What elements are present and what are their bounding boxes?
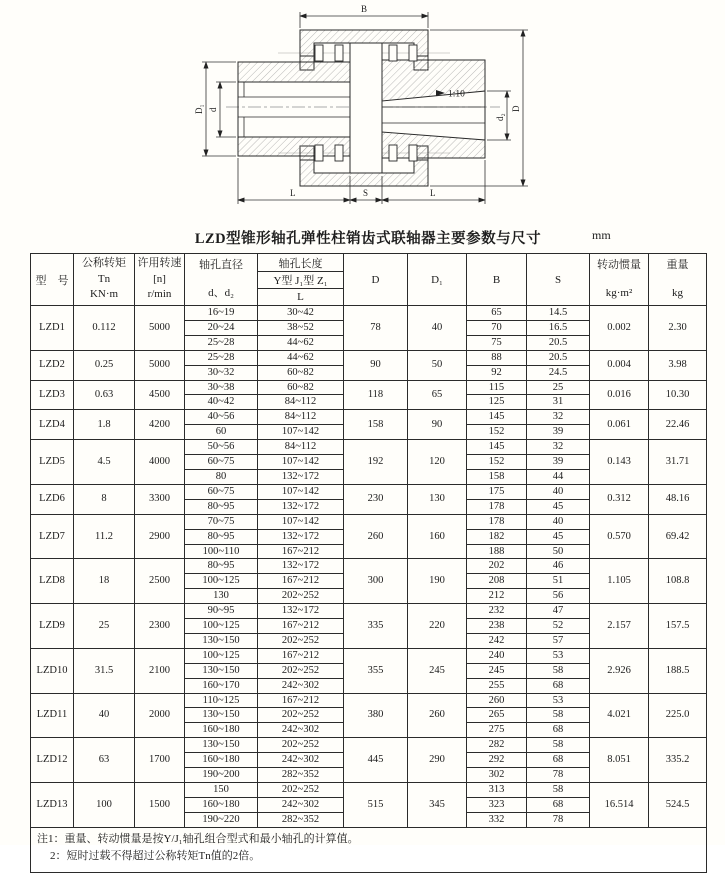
dim-label-dd: D — [511, 105, 521, 112]
bore-len-cell: 167~212 — [258, 619, 344, 634]
speed-cell: 2500 — [135, 559, 185, 604]
dim-label-b: B — [361, 4, 368, 14]
weight-cell: 225.0 — [649, 693, 707, 738]
S-cell: 58 — [527, 738, 590, 753]
D1-cell: 160 — [408, 514, 467, 559]
bore-len-cell: 167~212 — [258, 574, 344, 589]
bore-dia-cell: 50~56 — [185, 440, 258, 455]
col-header-torque — [74, 254, 135, 306]
weight-cell: 157.5 — [649, 604, 707, 649]
model-cell: LZD9 — [31, 604, 74, 649]
dim-dd — [430, 30, 528, 186]
D-cell: 300 — [344, 559, 408, 604]
bore-dia-cell: 100~125 — [185, 648, 258, 663]
B-cell: 145 — [467, 410, 527, 425]
D-cell: 335 — [344, 604, 408, 649]
bore-dia-cell: 80 — [185, 469, 258, 484]
B-cell: 265 — [467, 708, 527, 723]
weight-cell: 108.8 — [649, 559, 707, 604]
S-cell: 53 — [527, 648, 590, 663]
inertia-cell: 16.514 — [590, 783, 649, 828]
bore-dia-cell: 130 — [185, 589, 258, 604]
bore-dia-cell: 80~95 — [185, 529, 258, 544]
weight-cell: 3.98 — [649, 350, 707, 380]
D-cell: 260 — [344, 514, 408, 559]
bore-dia-cell: 70~75 — [185, 514, 258, 529]
torque-cell: 0.63 — [74, 380, 135, 410]
spec-table-head — [31, 254, 707, 306]
D1-cell: 290 — [408, 738, 467, 783]
inertia-cell: 0.061 — [590, 410, 649, 440]
S-cell: 20.5 — [527, 335, 590, 350]
bore-len-cell: 132~172 — [258, 469, 344, 484]
bore-dia-cell: 100~125 — [185, 619, 258, 634]
B-cell: 182 — [467, 529, 527, 544]
D-cell: 118 — [344, 380, 408, 410]
B-cell: 152 — [467, 425, 527, 440]
bore-dia-cell: 25~28 — [185, 350, 258, 365]
col-header-inertia — [590, 254, 649, 306]
D1-cell: 220 — [408, 604, 467, 649]
torque-cell: 1.8 — [74, 410, 135, 440]
inertia-cell: 8.051 — [590, 738, 649, 783]
title-row — [30, 227, 706, 248]
bore-dia-cell: 190~200 — [185, 768, 258, 783]
table-row — [31, 440, 707, 455]
col-header-speed — [135, 254, 185, 306]
torque-cell: 25 — [74, 604, 135, 649]
inertia-cell: 1.105 — [590, 559, 649, 604]
bore-len-cell: 202~252 — [258, 783, 344, 798]
D1-cell: 120 — [408, 440, 467, 485]
bore-dia-cell: 160~180 — [185, 723, 258, 738]
torque-cell: 4.5 — [74, 440, 135, 485]
S-cell: 68 — [527, 723, 590, 738]
D1-cell: 65 — [408, 380, 467, 410]
bore-len-cell: 132~172 — [258, 529, 344, 544]
bore-len-cell: 44~62 — [258, 335, 344, 350]
bore-dia-symbol: d、d₂ — [208, 287, 234, 299]
table-row — [31, 559, 707, 574]
D1-cell: 130 — [408, 484, 467, 514]
inertia-cell: 0.002 — [590, 306, 649, 351]
table-row — [31, 604, 707, 619]
dim-d2 — [487, 91, 511, 140]
note-line-1: 注1：重量、转动惯量是按Y/J₁轴孔组合型式和最小轴孔的计算值。 — [37, 832, 359, 845]
B-cell: 70 — [467, 320, 527, 335]
B-cell: 152 — [467, 455, 527, 470]
bore-dia-cell: 130~150 — [185, 633, 258, 648]
B-cell: 255 — [467, 678, 527, 693]
model-cell: LZD3 — [31, 380, 74, 410]
B-cell: 302 — [467, 768, 527, 783]
spec-table-foot — [31, 827, 707, 872]
S-cell: 51 — [527, 574, 590, 589]
bore-dia-cell: 160~170 — [185, 678, 258, 693]
S-cell: 58 — [527, 783, 590, 798]
D1-cell: 40 — [408, 306, 467, 351]
torque-symbol: Tn — [97, 272, 111, 285]
bore-dia-cell: 60~75 — [185, 455, 258, 470]
speed-cell: 1700 — [135, 738, 185, 783]
bore-len-cell: 84~112 — [258, 395, 344, 410]
B-cell: 88 — [467, 350, 527, 365]
bore-dia-cell: 25~28 — [185, 335, 258, 350]
S-cell: 68 — [527, 678, 590, 693]
speed-cell: 4500 — [135, 380, 185, 410]
S-cell: 78 — [527, 812, 590, 827]
B-cell: 232 — [467, 604, 527, 619]
coupling-section-drawing — [178, 0, 568, 220]
B-cell: 115 — [467, 380, 527, 395]
B-cell: 245 — [467, 663, 527, 678]
B-cell: 242 — [467, 633, 527, 648]
col-header-bore-len-types: Y型 J₁型 Z₁ — [258, 272, 344, 289]
speed-cell: 2300 — [135, 604, 185, 649]
bore-len-cell: 242~302 — [258, 723, 344, 738]
table-row — [31, 648, 707, 663]
S-cell: 39 — [527, 455, 590, 470]
speed-cell: 4000 — [135, 440, 185, 485]
center-spacer — [350, 43, 382, 173]
model-cell: LZD1 — [31, 306, 74, 351]
inertia-name: 转动惯量 — [597, 258, 641, 271]
speed-unit: r/min — [147, 288, 172, 301]
bore-len-cell: 38~52 — [258, 320, 344, 335]
bore-len-cell: 132~172 — [258, 499, 344, 514]
inertia-cell: 0.570 — [590, 514, 649, 559]
col-header-bore-len: 轴孔长度 — [258, 254, 344, 272]
col-header-bore-dia — [185, 254, 258, 306]
table-row — [31, 693, 707, 708]
col-header-D: D — [344, 254, 408, 306]
S-cell: 20.5 — [527, 350, 590, 365]
dim-label-d: d — [208, 107, 218, 112]
bore-dia-cell: 60~75 — [185, 484, 258, 499]
D-cell: 230 — [344, 484, 408, 514]
speed-cell: 1500 — [135, 783, 185, 828]
bore-dia-cell: 130~150 — [185, 738, 258, 753]
bore-dia-cell: 160~180 — [185, 753, 258, 768]
inertia-cell: 2.157 — [590, 604, 649, 649]
bore-len-cell: 132~172 — [258, 559, 344, 574]
bore-dia-cell: 190~220 — [185, 812, 258, 827]
D-cell: 515 — [344, 783, 408, 828]
B-cell: 240 — [467, 648, 527, 663]
speed-cell: 2100 — [135, 648, 185, 693]
bore-dia-cell: 130~150 — [185, 663, 258, 678]
S-cell: 68 — [527, 797, 590, 812]
bore-len-cell: 167~212 — [258, 648, 344, 663]
B-cell: 275 — [467, 723, 527, 738]
col-header-bore-len-L: L — [258, 289, 344, 306]
dim-label-l-left: L — [290, 188, 296, 198]
weight-cell: 188.5 — [649, 648, 707, 693]
bore-dia-cell: 40~56 — [185, 410, 258, 425]
model-cell: LZD13 — [31, 783, 74, 828]
bore-len-cell: 242~302 — [258, 753, 344, 768]
model-cell: LZD12 — [31, 738, 74, 783]
S-cell: 24.5 — [527, 365, 590, 380]
bore-len-cell: 107~142 — [258, 514, 344, 529]
speed-symbol: [n] — [153, 272, 166, 285]
S-cell: 31 — [527, 395, 590, 410]
S-cell: 68 — [527, 753, 590, 768]
B-cell: 202 — [467, 559, 527, 574]
bore-len-cell: 30~42 — [258, 306, 344, 321]
bore-len-cell: 202~252 — [258, 633, 344, 648]
D-cell: 192 — [344, 440, 408, 485]
B-cell: 175 — [467, 484, 527, 499]
D-cell: 158 — [344, 410, 408, 440]
inertia-unit: kg·m² — [605, 287, 633, 299]
bore-dia-cell: 40~42 — [185, 395, 258, 410]
bore-len-cell: 44~62 — [258, 350, 344, 365]
speed-cell: 3300 — [135, 484, 185, 514]
bore-dia-cell: 150 — [185, 783, 258, 798]
speed-cell: 2900 — [135, 514, 185, 559]
model-cell: LZD2 — [31, 350, 74, 380]
B-cell: 145 — [467, 440, 527, 455]
speed-cell: 2000 — [135, 693, 185, 738]
bore-dia-cell: 30~38 — [185, 380, 258, 395]
B-cell: 178 — [467, 514, 527, 529]
bore-len-cell: 60~82 — [258, 365, 344, 380]
torque-name: 公称转矩 — [82, 257, 126, 270]
S-cell: 44 — [527, 469, 590, 484]
weight-cell: 69.42 — [649, 514, 707, 559]
torque-cell: 18 — [74, 559, 135, 604]
S-cell: 16.5 — [527, 320, 590, 335]
bore-len-cell: 60~82 — [258, 380, 344, 395]
S-cell: 56 — [527, 589, 590, 604]
weight-cell: 335.2 — [649, 738, 707, 783]
bore-len-cell: 242~302 — [258, 678, 344, 693]
torque-cell: 63 — [74, 738, 135, 783]
S-cell: 25 — [527, 380, 590, 395]
torque-cell: 31.5 — [74, 648, 135, 693]
table-notes — [31, 827, 707, 872]
bore-len-cell: 202~252 — [258, 663, 344, 678]
right-hub — [382, 60, 485, 158]
table-row — [31, 350, 707, 365]
S-cell: 45 — [527, 529, 590, 544]
inertia-cell: 4.021 — [590, 693, 649, 738]
B-cell: 332 — [467, 812, 527, 827]
bore-len-cell: 107~142 — [258, 425, 344, 440]
S-cell: 14.5 — [527, 306, 590, 321]
col-header-weight — [649, 254, 707, 306]
torque-cell: 11.2 — [74, 514, 135, 559]
model-cell: LZD10 — [31, 648, 74, 693]
B-cell: 208 — [467, 574, 527, 589]
weight-cell: 48.16 — [649, 484, 707, 514]
bore-len-cell: 202~252 — [258, 738, 344, 753]
D-cell: 445 — [344, 738, 408, 783]
inertia-cell: 0.004 — [590, 350, 649, 380]
S-cell: 40 — [527, 514, 590, 529]
bore-len-cell: 167~212 — [258, 544, 344, 559]
dim-label-l-right: L — [430, 188, 436, 198]
table-row — [31, 306, 707, 321]
bore-dia-cell: 110~125 — [185, 693, 258, 708]
B-cell: 92 — [467, 365, 527, 380]
bore-dia-cell: 60 — [185, 425, 258, 440]
left-hub — [238, 62, 350, 156]
B-cell: 292 — [467, 753, 527, 768]
table-row — [31, 410, 707, 425]
taper-label: 1:10 — [448, 89, 465, 100]
weight-unit: kg — [672, 287, 683, 299]
weight-cell: 31.71 — [649, 440, 707, 485]
S-cell: 40 — [527, 484, 590, 499]
bore-dia-cell: 100~110 — [185, 544, 258, 559]
bore-len-cell: 242~302 — [258, 797, 344, 812]
bore-dia-cell: 30~32 — [185, 365, 258, 380]
table-row — [31, 484, 707, 499]
D1-cell: 190 — [408, 559, 467, 604]
torque-cell: 8 — [74, 484, 135, 514]
inertia-cell: 2.926 — [590, 648, 649, 693]
bore-dia-cell: 130~150 — [185, 708, 258, 723]
table-row — [31, 514, 707, 529]
torque-unit: KN·m — [89, 288, 119, 301]
bore-len-cell: 282~352 — [258, 812, 344, 827]
dim-label-s: S — [363, 188, 369, 198]
S-cell: 78 — [527, 768, 590, 783]
D1-cell: 245 — [408, 648, 467, 693]
note-line-2: 2：短时过载不得超过公称转矩Tn值的2倍。 — [50, 849, 261, 862]
torque-cell: 0.25 — [74, 350, 135, 380]
unit-label: mm — [592, 228, 611, 242]
bore-len-cell: 202~252 — [258, 589, 344, 604]
S-cell: 50 — [527, 544, 590, 559]
B-cell: 212 — [467, 589, 527, 604]
weight-cell: 22.46 — [649, 410, 707, 440]
S-cell: 39 — [527, 425, 590, 440]
B-cell: 188 — [467, 544, 527, 559]
table-row — [31, 738, 707, 753]
inertia-cell: 0.016 — [590, 380, 649, 410]
dim-d — [208, 82, 236, 137]
bore-dia-cell: 100~125 — [185, 574, 258, 589]
S-cell: 32 — [527, 440, 590, 455]
speed-cell: 4200 — [135, 410, 185, 440]
torque-cell: 40 — [74, 693, 135, 738]
torque-cell: 0.112 — [74, 306, 135, 351]
S-cell: 45 — [527, 499, 590, 514]
col-header-S: S — [527, 254, 590, 306]
B-cell: 260 — [467, 693, 527, 708]
speed-cell: 5000 — [135, 306, 185, 351]
weight-cell: 10.30 — [649, 380, 707, 410]
spec-table — [30, 253, 707, 873]
bore-len-cell: 132~172 — [258, 604, 344, 619]
weight-cell: 2.30 — [649, 306, 707, 351]
bore-len-cell: 107~142 — [258, 455, 344, 470]
S-cell: 53 — [527, 693, 590, 708]
B-cell: 313 — [467, 783, 527, 798]
bore-dia-cell: 80~95 — [185, 499, 258, 514]
table-row — [31, 783, 707, 798]
bore-dia-cell: 90~95 — [185, 604, 258, 619]
D-cell: 380 — [344, 693, 408, 738]
D-cell: 78 — [344, 306, 408, 351]
D-cell: 355 — [344, 648, 408, 693]
B-cell: 65 — [467, 306, 527, 321]
bore-dia-name: 轴孔直径 — [199, 258, 243, 271]
bore-len-cell: 282~352 — [258, 768, 344, 783]
dim-label-d1: D₁ — [194, 104, 204, 114]
bore-dia-cell: 80~95 — [185, 559, 258, 574]
bore-len-cell: 84~112 — [258, 440, 344, 455]
weight-cell: 524.5 — [649, 783, 707, 828]
B-cell: 178 — [467, 499, 527, 514]
B-cell: 323 — [467, 797, 527, 812]
spec-table-body — [31, 306, 707, 828]
D-cell: 90 — [344, 350, 408, 380]
D1-cell: 345 — [408, 783, 467, 828]
bore-len-cell: 202~252 — [258, 708, 344, 723]
D1-cell: 90 — [408, 410, 467, 440]
page-title: LZD型锥形轴孔弹性柱销齿式联轴器主要参数与尺寸 — [194, 231, 542, 247]
col-header-B: B — [467, 254, 527, 306]
B-cell: 75 — [467, 335, 527, 350]
model-cell: LZD5 — [31, 440, 74, 485]
B-cell: 158 — [467, 469, 527, 484]
col-header-model: 型 号 — [31, 254, 74, 306]
model-cell: LZD11 — [31, 693, 74, 738]
bore-dia-cell: 160~180 — [185, 797, 258, 812]
inertia-cell: 0.312 — [590, 484, 649, 514]
S-cell: 58 — [527, 708, 590, 723]
B-cell: 282 — [467, 738, 527, 753]
bore-len-cell: 167~212 — [258, 693, 344, 708]
S-cell: 52 — [527, 619, 590, 634]
S-cell: 46 — [527, 559, 590, 574]
model-cell: LZD7 — [31, 514, 74, 559]
D1-cell: 260 — [408, 693, 467, 738]
bore-len-cell: 84~112 — [258, 410, 344, 425]
model-cell: LZD4 — [31, 410, 74, 440]
model-cell: LZD8 — [31, 559, 74, 604]
model-cell: LZD6 — [31, 484, 74, 514]
dim-b — [300, 4, 428, 28]
B-cell: 238 — [467, 619, 527, 634]
bore-dia-cell: 20~24 — [185, 320, 258, 335]
bore-len-cell: 107~142 — [258, 484, 344, 499]
S-cell: 47 — [527, 604, 590, 619]
bore-dia-cell: 16~19 — [185, 306, 258, 321]
speed-cell: 5000 — [135, 350, 185, 380]
torque-cell: 100 — [74, 783, 135, 828]
B-cell: 125 — [467, 395, 527, 410]
dim-label-d2: d₂ — [495, 113, 505, 121]
S-cell: 58 — [527, 663, 590, 678]
weight-name: 重量 — [666, 258, 689, 271]
S-cell: 32 — [527, 410, 590, 425]
D1-cell: 50 — [408, 350, 467, 380]
S-cell: 57 — [527, 633, 590, 648]
speed-name: 许用转速 — [137, 257, 182, 270]
inertia-cell: 0.143 — [590, 440, 649, 485]
col-header-D1: D₁ — [408, 254, 467, 306]
table-row — [31, 380, 707, 395]
